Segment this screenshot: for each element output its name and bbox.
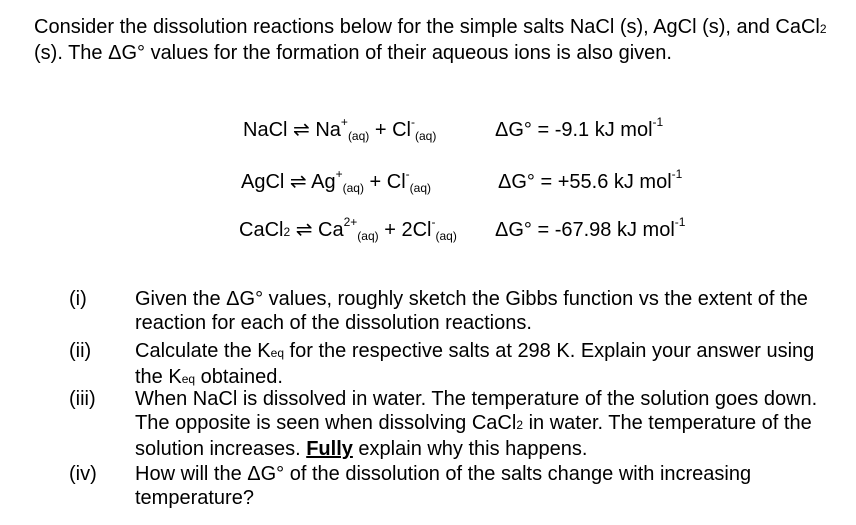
intro-paragraph — [34, 15, 844, 65]
plus-sign: + — [384, 219, 396, 241]
question-number: (i) — [69, 288, 87, 310]
aq-state: (aq) — [435, 229, 457, 243]
question-text-part: When NaCl is dissolved in water. The temperature of the solution goes down. The opposite is seen when dissolving CaCl — [135, 388, 818, 434]
question-text-part: explain why this happens. — [352, 438, 588, 460]
question-text: Given the ΔG° values, roughly sketch the Gibbs function vs the extent of the reaction for each of the dissolution reactions. — [135, 288, 808, 334]
aq-state: (aq) — [414, 129, 437, 143]
cation: Ca — [318, 219, 344, 241]
question-number: (iii) — [69, 388, 96, 410]
equilibrium-arrow: ⇌ — [295, 219, 313, 241]
equation-agcl — [241, 167, 841, 196]
delta-g-text: ΔG° = -67.98 kJ mol — [495, 219, 675, 241]
equation-cacl2 — [239, 215, 849, 244]
equilibrium-arrow: ⇌ — [289, 171, 307, 193]
salt-formula: AgCl — [241, 171, 285, 193]
question-text-part: in water. The temperature of the solution increases. — [135, 412, 812, 460]
cation: Na — [315, 119, 341, 141]
delta-g-value — [498, 167, 683, 194]
delta-g-value — [495, 115, 664, 142]
anion: Cl — [392, 119, 411, 141]
anion-charge: - — [405, 167, 410, 181]
question-text — [135, 339, 835, 391]
salt-subscript: 2 — [283, 225, 291, 239]
salt-formula: NaCl — [243, 119, 288, 141]
aq-state: (aq) — [342, 181, 364, 195]
intro-text-1: Consider the dissolution reactions below for the simple salts NaCl (s), AgCl (s), and CaCl — [34, 16, 820, 38]
delta-g-text: ΔG° = +55.6 kJ mol — [498, 171, 672, 193]
cation-charge: + — [335, 167, 343, 181]
delta-g-exponent: -1 — [652, 115, 664, 129]
equation-reaction — [241, 167, 432, 195]
cation-charge: + — [340, 115, 348, 129]
keq-subscript: eq — [270, 346, 284, 360]
keq-subscript: eq — [181, 372, 196, 386]
delta-g-text: ΔG° = -9.1 kJ mol — [495, 119, 653, 141]
plus-sign: + — [369, 171, 382, 193]
intro-subscript: 2 — [819, 22, 827, 36]
question-number: (ii) — [69, 340, 92, 362]
anion-charge: - — [410, 115, 415, 129]
question-text-part: Calculate the K — [135, 340, 271, 362]
equation-reaction — [243, 115, 437, 143]
aq-state: (aq) — [347, 129, 370, 143]
salt-formula: CaCl — [239, 219, 284, 241]
plus-sign: + — [374, 119, 387, 141]
question-text — [135, 387, 835, 461]
delta-g-exponent: -1 — [671, 167, 683, 181]
question-text: How will the ΔG° of the dissolution of the salts change with increasing temperature? — [135, 463, 752, 509]
cacl2-subscript: 2 — [516, 418, 524, 432]
delta-g-exponent: -1 — [674, 215, 686, 229]
aq-state: (aq) — [357, 229, 379, 243]
anion-charge: - — [431, 215, 436, 229]
equation-reaction — [239, 215, 457, 244]
emphasis-text: Fully — [306, 438, 353, 460]
equilibrium-arrow: ⇌ — [293, 119, 310, 141]
delta-g-value — [495, 215, 686, 242]
anion: Cl — [412, 219, 432, 241]
cation-charge: 2+ — [343, 215, 358, 229]
intro-text-2: (s). The ΔG° values for the formation of their aqueous ions is also given. — [34, 42, 672, 64]
anion: Cl — [386, 171, 406, 193]
question-text-part: for the respective salts at 298 K. Explain your answer using the K — [135, 340, 815, 388]
question-text-part: obtained. — [195, 366, 283, 388]
anion-coefficient: 2 — [401, 219, 413, 241]
cation: Ag — [311, 171, 336, 193]
aq-state: (aq) — [409, 181, 432, 195]
question-number: (iv) — [69, 463, 97, 485]
equation-nacl — [243, 115, 843, 144]
